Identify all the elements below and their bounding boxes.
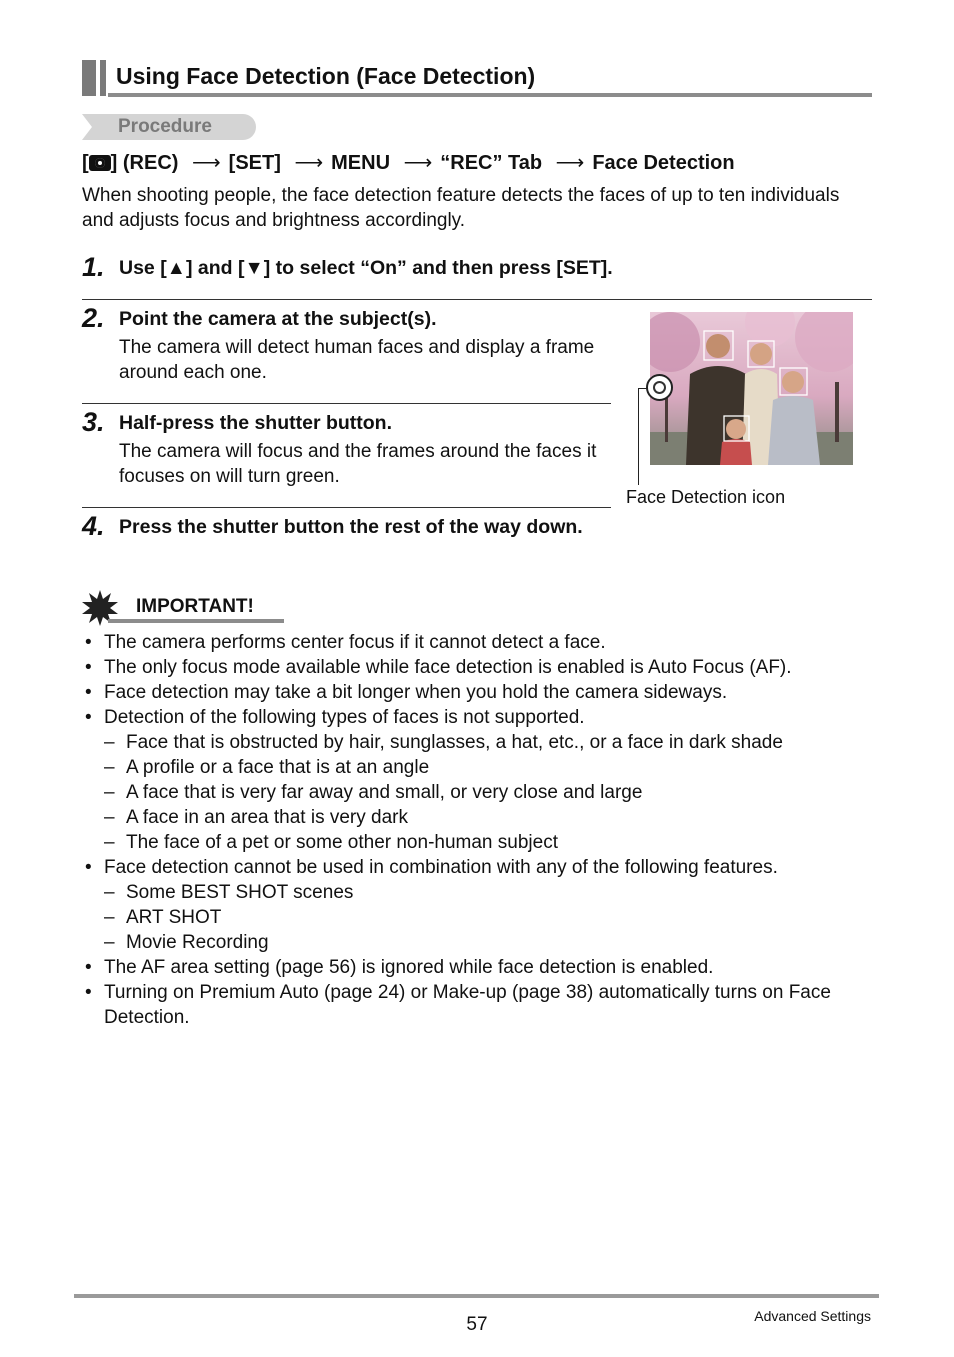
list-item: • The camera performs center focus if it cannot detect a face. [85, 632, 606, 653]
menu-path-item: MENU [331, 152, 391, 174]
menu-path [82, 149, 735, 177]
step-body: The camera will detect human faces and display a frame around each one. [119, 337, 595, 383]
menu-path-item: [SET] [228, 152, 281, 174]
step-divider [82, 299, 872, 300]
sub-list-item: – Some BEST SHOT scenes [104, 882, 354, 903]
list-item: • Face detection may take a bit longer when you hold the camera sideways. [85, 682, 728, 703]
step-number: 2. [82, 303, 105, 333]
sub-list-item: – Face that is obstructed by hair, sunglasses, a hat, etc., or a face in dark shade [104, 732, 783, 753]
step-title: Half-press the shutter button. [119, 412, 393, 434]
figure-caption: Face Detection icon [626, 487, 786, 507]
arrow-right-icon: ⟶ [294, 152, 324, 174]
sub-list-item: – A profile or a face that is at an angle [104, 757, 430, 778]
camera-icon [89, 155, 111, 171]
arrow-right-icon: ⟶ [403, 152, 433, 174]
section-title: Using Face Detection (Face Detection) [116, 63, 536, 89]
step-title: Press the shutter button the rest of the way down. [119, 516, 583, 538]
sub-list-item: – The face of a pet or some other non-human subject [104, 832, 558, 853]
section-title-rule [108, 93, 872, 97]
list-item: • Turning on Premium Auto (page 24) or Make-up (page 38) automatically turns on Face Detection. [85, 982, 831, 1028]
step-divider [82, 507, 611, 508]
menu-path-item: Face Detection [592, 152, 735, 174]
step-title: Point the camera at the subject(s). [119, 308, 437, 330]
procedure-label: Procedure [118, 116, 212, 137]
list-item: • Detection of the following types of faces is not supported. [85, 707, 585, 728]
page-number: 57 [466, 1314, 488, 1335]
callout-line [638, 388, 639, 485]
footer-rule [74, 1294, 879, 1298]
step-number: 3. [82, 407, 105, 437]
list-item: • The only focus mode available while face detection is enabled is Auto Focus (AF). [85, 657, 792, 678]
menu-path-item: “REC” Tab [440, 152, 543, 174]
arrow-right-icon: ⟶ [192, 152, 221, 174]
step-number: 1. [82, 252, 105, 282]
section-header-bars [82, 60, 112, 96]
important-rule [108, 619, 284, 623]
sub-list-item: – A face that is very far away and small, or very close and large [104, 782, 643, 803]
menu-path-bracket: [ [82, 152, 89, 174]
step-divider [82, 403, 611, 404]
menu-path-rec: ] (REC) [110, 152, 179, 174]
step-number: 4. [82, 511, 105, 541]
intro-text: When shooting people, the face detection feature detects the faces of up to ten individuals and adjusts focus and brightness accordingly. [82, 185, 840, 231]
sub-list-item: – ART SHOT [104, 907, 222, 928]
sub-list-item: – A face in an area that is very dark [104, 807, 408, 828]
sub-list-item: – Movie Recording [104, 932, 269, 953]
step-body: The camera will focus and the frames around the faces it focuses on will turn green. [119, 441, 597, 487]
procedure-pill [82, 114, 256, 140]
list-item: • Face detection cannot be used in combination with any of the following features. [85, 857, 778, 878]
face-detection-photo [650, 312, 853, 465]
list-item: • The AF area setting (page 56) is ignored while face detection is enabled. [85, 957, 714, 978]
step-title: Use [▲] and [▼] to select “On” and then press [SET]. [119, 257, 613, 279]
arrow-right-icon: ⟶ [555, 152, 585, 174]
footer-section-name: Advanced Settings [754, 1308, 871, 1324]
important-list [82, 630, 882, 1030]
callout-line [638, 388, 648, 389]
important-label: IMPORTANT! [136, 596, 254, 617]
face-detection-icon [646, 374, 673, 401]
